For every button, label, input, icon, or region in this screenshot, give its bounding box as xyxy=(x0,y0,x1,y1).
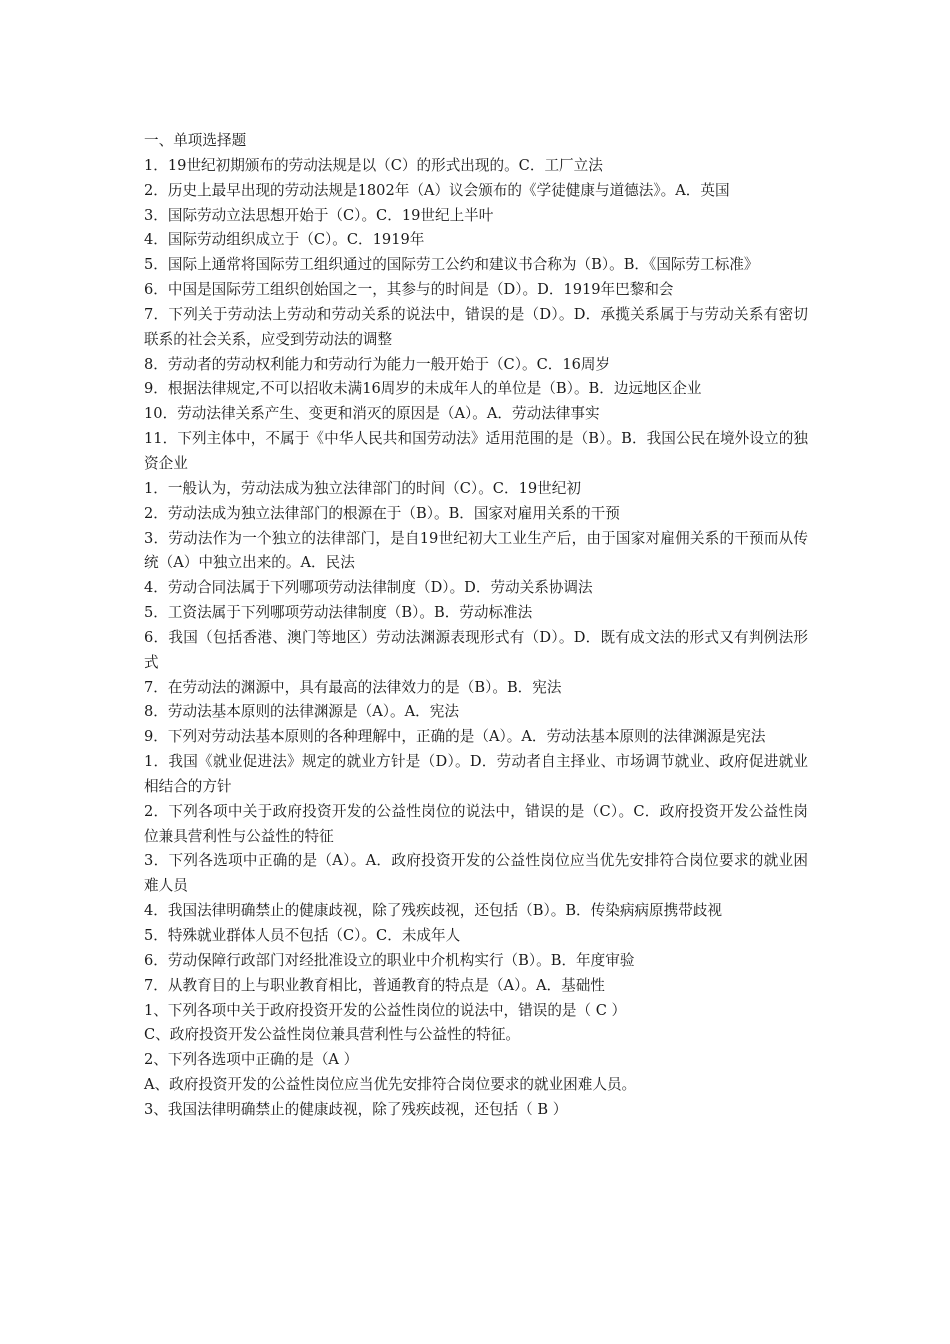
question-line: 1、下列各项中关于政府投资开发的公益性岗位的说法中，错误的是（ C ） xyxy=(144,1001,627,1019)
question-line: 3、我国法律明确禁止的健康歧视，除了残疾歧视，还包括（ B ） xyxy=(144,1100,568,1118)
question-line: 7．从教育目的上与职业教育相比，普通教育的特点是（A）。A．基础性 xyxy=(144,976,605,994)
question-line: 10．劳动法律关系产生、变更和消灭的原因是（A）。A．劳动法律事实 xyxy=(144,405,600,423)
question-line: 11．下列主体中，不属于《中华人民共和国劳动法》适用范围的是（B）。B．我国公民在境外设立的独资企业 xyxy=(144,430,808,472)
question-line: 8．劳动法基本原则的法律渊源是（A）。A．宪法 xyxy=(144,703,459,721)
question-line: A、政府投资开发的公益性岗位应当优先安排符合岗位要求的就业困难人员。 xyxy=(144,1076,637,1094)
question-line: 8．劳动者的劳动权利能力和劳动行为能力一般开始于（C）。C．16周岁 xyxy=(144,355,611,373)
question-line: 5．国际上通常将国际劳工组织通过的国际劳工公约和建议书合称为（B）。B．《国际劳工标准》 xyxy=(144,256,759,274)
question-line: 2．劳动法成为独立法律部门的根源在于（B）。B．国家对雇用关系的干预 xyxy=(144,504,620,522)
question-line: 6．我国（包括香港、澳门等地区）劳动法渊源表现形式有（D）。D．既有成文法的形式又有判例法形式 xyxy=(144,628,808,671)
question-line: 6．中国是国际劳工组织创始国之一，其参与的时间是（D）。D．1919年巴黎和会 xyxy=(144,281,674,299)
question-line: 7．下列关于劳动法上劳动和劳动关系的说法中，错误的是（D）。D．承揽关系属于与劳动关系有密切联系的社会关系，应受到劳动法的调整 xyxy=(144,305,808,348)
question-line: 3．劳动法作为一个独立的法律部门，是自19世纪初大工业生产后，由于国家对雇佣关系的干预而从传统（A）中独立出来的。A．民法 xyxy=(144,529,808,572)
question-line: 7．在劳动法的渊源中，具有最高的法律效力的是（B）。B．宪法 xyxy=(144,678,562,696)
question-line: 4．我国法律明确禁止的健康歧视，除了残疾歧视，还包括（B）。B．传染病病原携带歧视 xyxy=(144,902,722,920)
question-line: 2、下列各选项中正确的是（A ） xyxy=(144,1051,359,1069)
question-line: 2．历史上最早出现的劳动法规是1802年（A）议会颁布的《学徒健康与道德法》。A．英国 xyxy=(144,181,730,199)
question-line: 3．下列各选项中正确的是（A）。A．政府投资开发的公益性岗位应当优先安排符合岗位要求的就业困难人员 xyxy=(144,852,808,895)
document-body xyxy=(144,129,808,1123)
question-line: 5．特殊就业群体人员不包括（C）。C．未成年人 xyxy=(144,927,461,944)
question-line: 1．19世纪初期颁布的劳动法规是以（C）的形式出现的。C．工厂立法 xyxy=(144,156,603,174)
question-line: 5．工资法属于下列哪项劳动法律制度（B）。B．劳动标准法 xyxy=(144,604,533,622)
question-line: 9．下列对劳动法基本原则的各种理解中，正确的是（A）。A．劳动法基本原则的法律渊源是宪法 xyxy=(144,728,766,746)
question-line: 2．下列各项中关于政府投资开发的公益性岗位的说法中，错误的是（C）。C．政府投资开发公益性岗位兼具营利性与公益性的特征 xyxy=(144,802,808,845)
section-heading: 一、单项选择题 xyxy=(144,132,247,149)
question-line: 4．国际劳动组织成立于（C）。C．1919年 xyxy=(144,231,425,249)
question-line: 6．劳动保障行政部门对经批准设立的职业中介机构实行（B）。B．年度审验 xyxy=(144,951,635,969)
question-line: 1．一般认为，劳动法成为独立法律部门的时间（C）。C．19世纪初 xyxy=(144,479,581,497)
question-line: 3．国际劳动立法思想开始于（C）。C．19世纪上半叶 xyxy=(144,206,494,224)
question-line: 9．根据法律规定,不可以招收未满16周岁的未成年人的单位是（B）。B．边远地区企业 xyxy=(144,380,702,398)
question-line: 1．我国《就业促进法》规定的就业方针是（D）。D．劳动者自主择业、市场调节就业、政府促进就业相结合的方针 xyxy=(144,753,808,795)
question-line: 4．劳动合同法属于下列哪项劳动法律制度（D）。D．劳动关系协调法 xyxy=(144,579,593,597)
question-line: C、政府投资开发公益性岗位兼具营利性与公益性的特征。 xyxy=(144,1026,521,1044)
